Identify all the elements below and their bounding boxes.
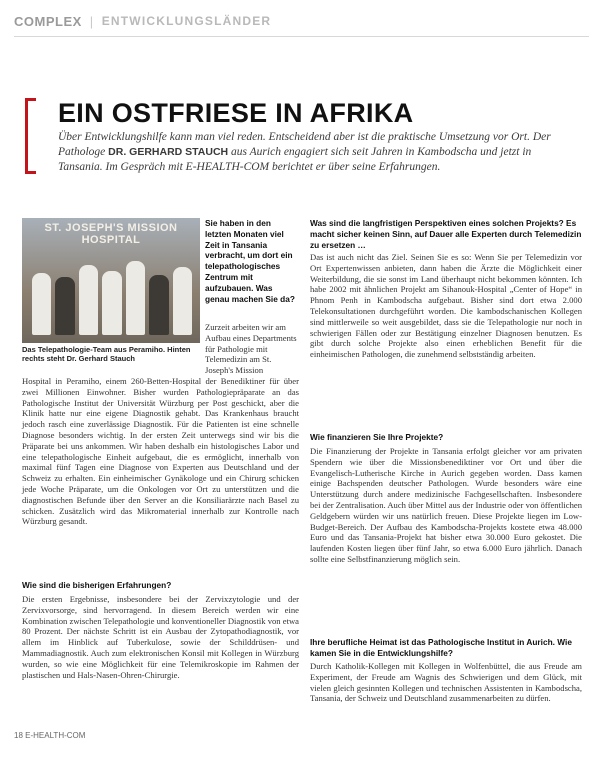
answer-1-body: Hospital in Peramiho, einem 260-Betten-Hospital der Benediktiner für über zwei Millionen Einwohner. Bisher wurden Pathologiepräparate an das Pathologische Institut der Universität Würzburg per Post geschickt, aber die Klinik hatte nur eine eigene Diagnostik gehabt. Das Krankenhaus braucht jedoch rasch eine zuverlässige Diagnostik. Für die Patienten ist eine schnelle Diagnose besonders wichtig. In der ersten Zeit unterwegs sind wir bis die Präparate bei uns ankommen. Wir haben deshalb ein histologisches Labor und eine telepathologische Einheit aufgebaut, die es ermöglicht, innerhalb von maximal fünf Tagen eine Diagnose von Experten aus Deutschland und der Schweiz zu erhalten. Ein einheimischer Gynäkologe und ein Chirurg schicken jede Woche Präparate, um die Onkologen vor Ort zu unterstützen und die diagnostischen Befunde über den Server an die Konsiliarärzte nach Basel zu schicken. Zusätzlich wird das Mikromaterial innerhalb zur Kontrolle nach Würzburg gesandt. <box>22 376 299 527</box>
section-name: ENTWICKLUNGSLÄNDER <box>101 14 272 28</box>
answer-3: Das ist auch nicht das Ziel. Seinen Sie es so: Wenn Sie per Telemedizin vor Ort Expertenwissen anbieten, dann haben die Ärzte die Möglichkeit einer Weiterbildung, die sie sonst im Land überhaupt nicht bekommen könnten. Ich habe 2002 mit ähnlichen Projekt am Sihanouk-Hospital „Center of Hope“ in Phnom Penh in Kambodscha aufgebaut. Bisher sind dort etwa 2.000 Telekonsultationen durchgeführt worden. Die kambodschanischen Kollegen sind mittlerweile so weit ausgebildet, dass sie die Telepathologie nur noch in schwierigen Fällen oder zur Bestätigung einzelner Diagnosen benutzen. Es gibt durch solche Projekte also einen erheblichen Benefit für die einheimischen Pathologen, die zunehmend selbstständig arbeiten. <box>310 252 582 360</box>
page-footer: 18 E-HEALTH-COM <box>14 731 86 740</box>
question-3: Was sind die langfristigen Perspektiven eines solchen Projekts? Es macht sicher keinen Sinn, auf Dauer alle Experten durch Telemedizin zu ersetzen … <box>310 218 582 250</box>
answer-5: Durch Katholik-Kollegen mit Kollegen in Wolfenbüttel, die aus Freude am Experiment, der Freude am Wagnis des Schwierigen und dem Glück, mit vielen gleich gesinnten Kollegen und technischen Assistenten in Kambodscha, Tansania, der Schweiz und Deutschland zusammenarbeiten zu dürfen. <box>310 661 582 704</box>
answer-4: Die Finanzierung der Projekte in Tansania erfolgt gleicher vor am privaten Spendern wie über die Missionsbenediktiner vor Ort und über die Evangelisch-Lutherische Kirche in Aurich gegeben worden. Dass kamen einige Bachspenden deutscher Pathologen. Wurde besonders wäre eine Unterstützung durch andere medizinische Fachgesellschaften. Insbesondere bei der Zentralisation. Auch über Mittel aus der Industrie oder von öffentlichen Geldgebern würden wir uns natürlich freuen. Diese Projekte liegen im Low-Budget-Bereich. Der Aufbau des Kambodscha-Projekts kostete etwa 48.000 Euro und das Tansania-Projekt hat bisher etwa 30.000 Euro gekostet. Die laufenden Kosten liegen über fünf Jahr, so etwa 6.000 Euro jährlich. Danach sollte eine Selbstfinanzierung möglich sein. <box>310 446 582 564</box>
masthead-rule <box>14 36 589 37</box>
question-4: Wie finanzieren Sie Ihre Projekte? <box>310 432 444 442</box>
magazine-brand: COMPLEX <box>14 13 82 29</box>
answer-2: Die ersten Ergebnisse, insbesondere bei der Zervixzytologie und der Zervixvorsorge, sind hervorragend. In diesem Bereich werden wir eine Kombination zwischen Telepathologie und konventioneller Diagnostik von etwa 80 Prozent. Der nächste Schritt ist ein Ausbau der Zytopathodiagnostik, vor allem im Hinblick auf Tuberkulose, sowie der Schilddrüsen- und Mammadiagnostik. Auch zum elektronischen Konsil mit Kollegen in Würzburg wurden, so wie eine Möglichkeit für eine Telemikroskopie im Rahmen der plastischen und Hals-Nasen-Ohren-Chirurgie. <box>22 594 299 680</box>
question-1: Sie haben in den letzten Monaten viel Zeit in Tansania verbracht, um dort ein telepathologisches Zentrum mit aufzubauen. Was genau machen Sie da? <box>205 218 295 304</box>
person-figure <box>79 265 98 335</box>
photo-people <box>32 255 192 335</box>
person-figure <box>55 277 74 335</box>
answer-1-intro: Zurzeit arbeiten wir am Aufbau eines Departments für Pathologie mit Telemedizin am St. Joseph's Mission <box>205 322 297 376</box>
lead-person-name: DR. GERHARD STAUCH <box>108 146 229 158</box>
question-2: Wie sind die bisherigen Erfahrungen? <box>22 580 172 590</box>
photo-hospital-sign: ST. JOSEPH'S MISSION HOSPITAL <box>44 222 178 246</box>
person-figure <box>149 275 168 335</box>
person-figure <box>32 273 51 335</box>
person-figure <box>102 271 121 335</box>
title-bracket-decoration <box>25 98 36 174</box>
article-lead <box>58 130 578 175</box>
photo-caption: Das Telepathologie-Team aus Peramiho. Hinten rechts steht Dr. Gerhard Stauch <box>22 345 191 363</box>
person-figure <box>173 267 192 335</box>
person-figure <box>126 261 145 335</box>
masthead-separator: | <box>89 13 94 29</box>
question-5: Ihre berufliche Heimat ist das Pathologische Institut in Aurich. Wie kamen Sie in die Entwicklungshilfe? <box>310 637 572 658</box>
masthead <box>14 8 589 34</box>
lead-text-a: Über Entwicklungshilfe kann man viel reden. Entscheidend aber ist die praktische Umsetzung vor Ort. Der Pathologe <box>58 131 551 158</box>
team-photo <box>22 218 200 343</box>
lead-text-b: aus Aurich engagiert sich seit Jahren in Kambodscha und jetzt in Tansania. Im Gespräch mit E-HEALTH-COM berichtet er über seine Erfahrungen. <box>58 146 532 173</box>
article-title: EIN OSTFRIESE IN AFRIKA <box>58 98 414 128</box>
